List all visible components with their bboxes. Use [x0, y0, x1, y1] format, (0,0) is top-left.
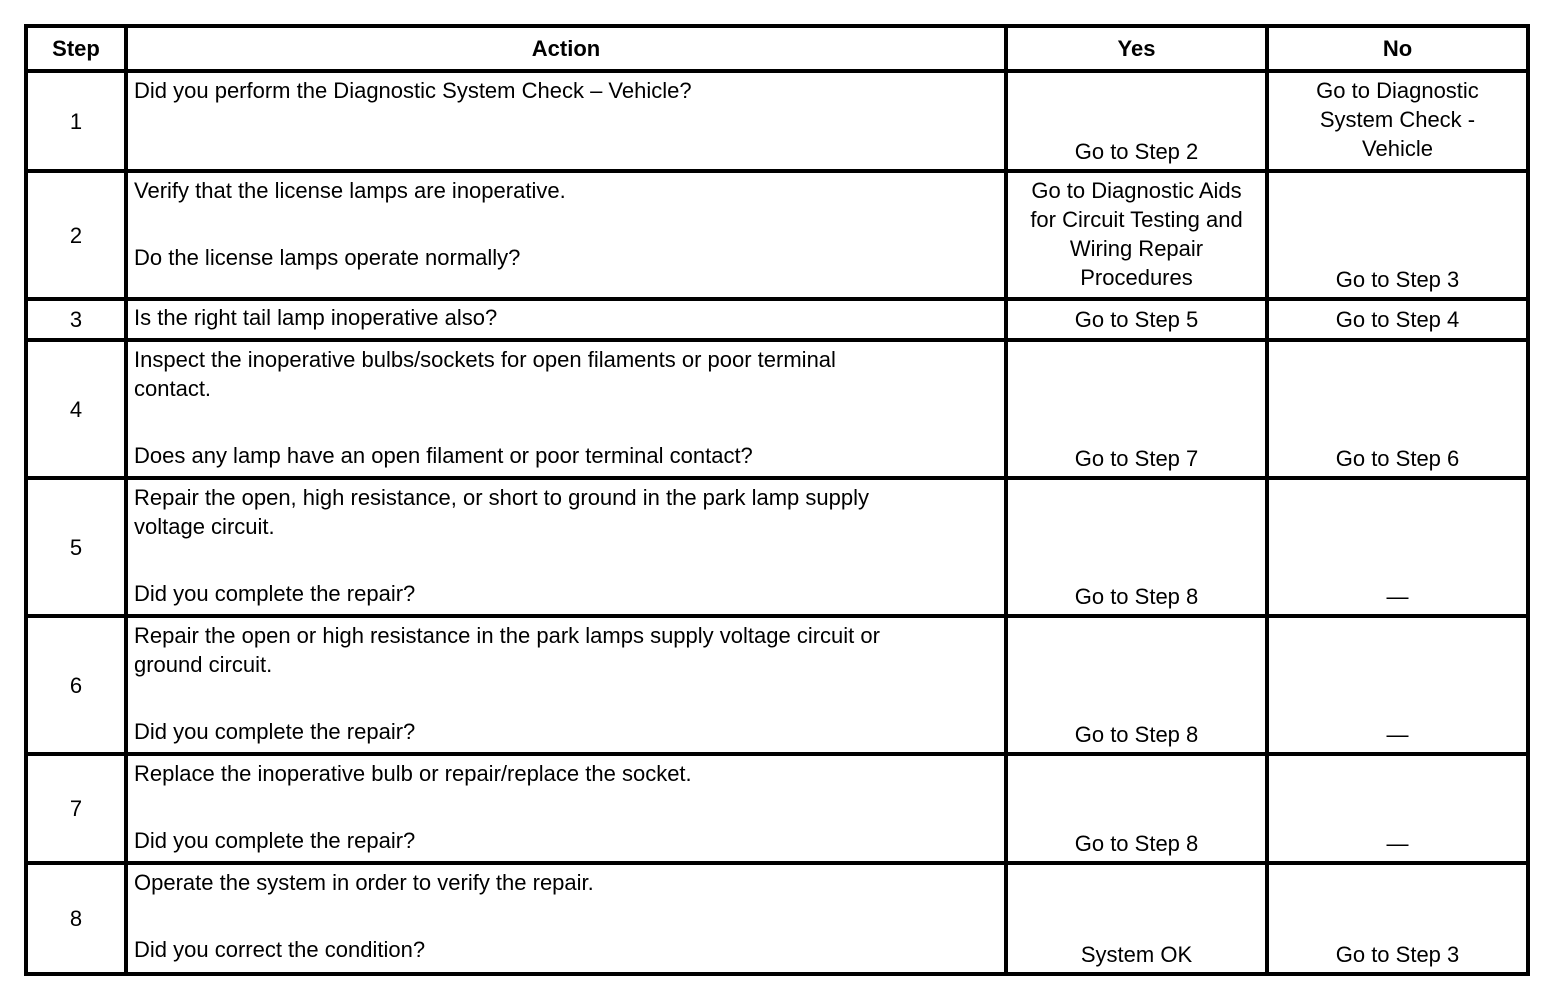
action-cell: [126, 299, 1006, 340]
yes-text: System OK: [1080, 942, 1193, 967]
no-cell: [1267, 754, 1528, 863]
no-text: Go to Step 3: [1335, 942, 1460, 967]
header-yes: Yes: [1006, 26, 1267, 71]
no-cell: [1267, 863, 1528, 974]
no-cell: [1267, 299, 1528, 340]
table-row: [26, 340, 1528, 478]
action-text: voltage circuit.: [134, 514, 275, 539]
no-text: Vehicle: [1362, 136, 1433, 161]
yes-cell: [1006, 171, 1267, 299]
action-cell: [126, 71, 1006, 171]
no-text: System Check -: [1319, 107, 1476, 132]
no-text: Go to Step 6: [1335, 446, 1460, 471]
yes-cell: [1006, 299, 1267, 340]
table-row: [26, 616, 1528, 754]
no-text: Go to Step 4: [1335, 307, 1460, 332]
header-action: Action: [126, 26, 1006, 71]
step-number: 3: [26, 299, 126, 340]
action-question: Did you complete the repair?: [134, 719, 416, 744]
table-row: [26, 171, 1528, 299]
no-dash: —: [1386, 722, 1409, 747]
action-text: Replace the inoperative bulb or repair/replace the socket.: [134, 761, 692, 786]
no-text: Go to Diagnostic: [1316, 78, 1479, 103]
step-number: 5: [26, 478, 126, 616]
action-question: Did you correct the condition?: [134, 937, 426, 962]
step-number: 2: [26, 171, 126, 299]
action-cell: [126, 171, 1006, 299]
table-row: [26, 754, 1528, 863]
action-text: Repair the open, high resistance, or short to ground in the park lamp supply: [134, 485, 869, 510]
yes-text: Go to Diagnostic Aids: [1031, 178, 1242, 203]
yes-cell: [1006, 863, 1267, 974]
yes-text: Wiring Repair: [1069, 236, 1204, 261]
step-number: 7: [26, 754, 126, 863]
action-text: Did you perform the Diagnostic System Check – Vehicle?: [134, 78, 692, 103]
yes-text: Go to Step 8: [1074, 584, 1199, 609]
no-cell: [1267, 616, 1528, 754]
action-text: Inspect the inoperative bulbs/sockets for open filaments or poor terminal: [134, 347, 836, 372]
action-question: Does any lamp have an open filament or poor terminal contact?: [134, 443, 753, 468]
yes-text: Procedures: [1080, 265, 1193, 290]
header-no: No: [1267, 26, 1528, 71]
diagnostic-table: [24, 24, 1530, 976]
yes-text: for Circuit Testing and: [1030, 207, 1243, 232]
no-dash: —: [1386, 831, 1409, 856]
yes-cell: [1006, 616, 1267, 754]
action-question: Did you complete the repair?: [134, 828, 416, 853]
action-cell: [126, 340, 1006, 478]
action-text: Operate the system in order to verify the repair.: [134, 870, 594, 895]
action-cell: [126, 478, 1006, 616]
action-text: Verify that the license lamps are inoperative.: [134, 178, 566, 203]
action-text: contact.: [134, 376, 212, 401]
no-cell: [1267, 340, 1528, 478]
action-cell: [126, 616, 1006, 754]
yes-text: Go to Step 2: [1074, 139, 1199, 164]
action-cell: [126, 754, 1006, 863]
yes-text: Go to Step 8: [1074, 831, 1199, 856]
action-text: Is the right tail lamp inoperative also?: [134, 305, 498, 330]
no-text: Go to Step 3: [1335, 267, 1460, 292]
yes-text: Go to Step 8: [1074, 722, 1199, 747]
no-cell: [1267, 478, 1528, 616]
yes-cell: [1006, 340, 1267, 478]
yes-text: Go to Step 5: [1074, 307, 1199, 332]
yes-cell: [1006, 478, 1267, 616]
header-step: Step: [26, 26, 126, 71]
action-question: Do the license lamps operate normally?: [134, 245, 521, 270]
table-row: [26, 299, 1528, 340]
table-row: [26, 71, 1528, 171]
yes-cell: [1006, 754, 1267, 863]
no-cell: [1267, 71, 1528, 171]
yes-cell: [1006, 71, 1267, 171]
action-text: Repair the open or high resistance in the park lamps supply voltage circuit or: [134, 623, 880, 648]
step-number: 4: [26, 340, 126, 478]
action-text: ground circuit.: [134, 652, 273, 677]
step-number: 1: [26, 71, 126, 171]
action-cell: [126, 863, 1006, 974]
table-row: [26, 863, 1528, 974]
no-cell: [1267, 171, 1528, 299]
step-number: 6: [26, 616, 126, 754]
no-dash: —: [1386, 584, 1409, 609]
yes-text: Go to Step 7: [1074, 446, 1199, 471]
table-row: [26, 478, 1528, 616]
step-number: 8: [26, 863, 126, 974]
action-question: Did you complete the repair?: [134, 581, 416, 606]
header-row: [26, 26, 1528, 71]
